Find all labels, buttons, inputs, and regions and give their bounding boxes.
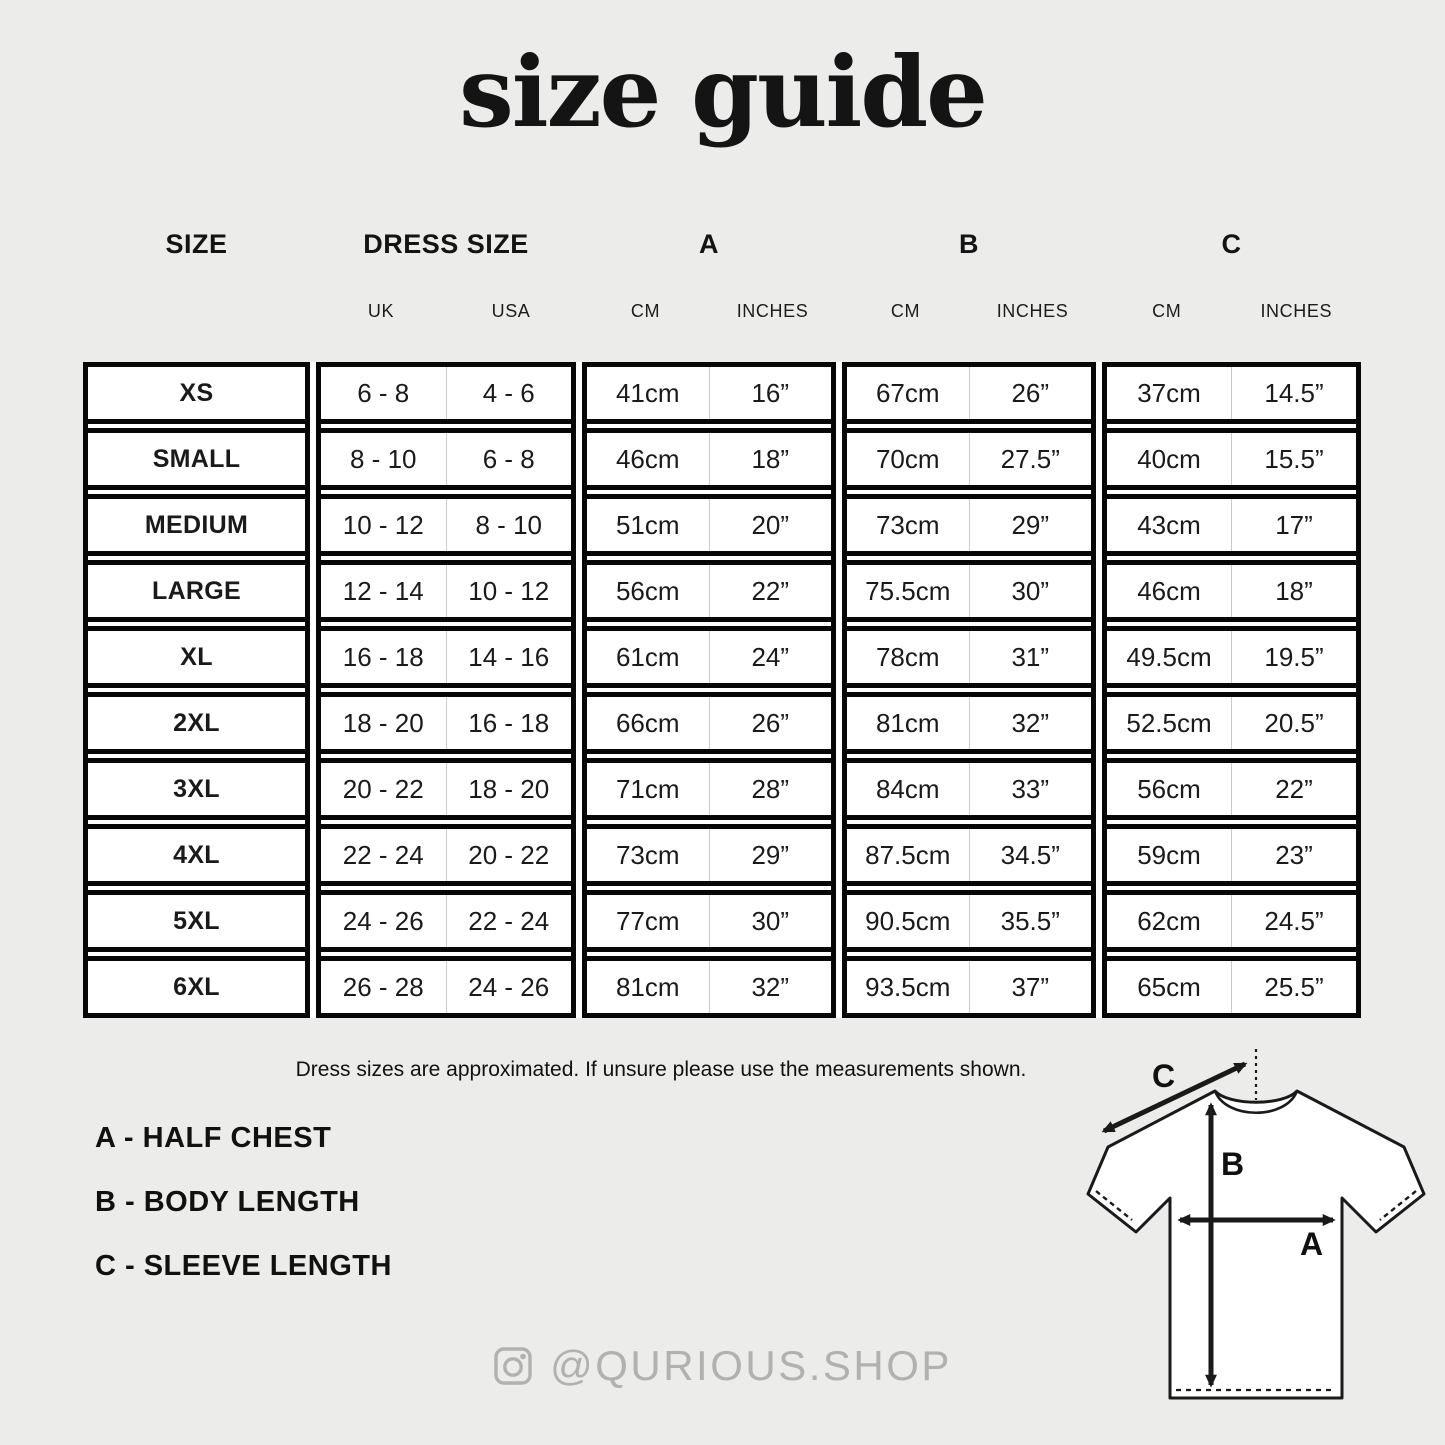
size-cell: MEDIUM — [88, 494, 305, 556]
tshirt-outline — [1088, 1091, 1424, 1398]
measurement-legend — [95, 1123, 392, 1315]
size-table — [83, 362, 1361, 1018]
size-cell: 6XL — [88, 956, 305, 1018]
measure-c-cell: 46cm 18” — [1107, 560, 1356, 622]
tshirt-diagram — [1078, 1045, 1428, 1445]
measure-c-cell: 59cm 23” — [1107, 824, 1356, 886]
size-cell: 2XL — [88, 692, 305, 754]
measure-b-cell: 93.5cm 37” — [847, 956, 1091, 1018]
measure-c-cell: 62cm 24.5” — [1107, 890, 1356, 952]
dress-size-cell: 20 - 22 18 - 20 — [321, 758, 571, 820]
measure-a-cell: 56cm 22” — [587, 560, 831, 622]
subheader-b-cm: CM — [890, 301, 921, 321]
dress-size-cell: 12 - 14 10 - 12 — [321, 560, 571, 622]
column-a-half-chest — [582, 362, 836, 1018]
dress-size-cell: 26 - 28 24 - 26 — [321, 956, 571, 1018]
table-group-headers — [83, 229, 1361, 260]
header-dress-size: DRESS SIZE — [363, 229, 529, 259]
instagram-icon — [493, 1346, 533, 1386]
page-title: size guide — [459, 35, 986, 149]
measure-a-cell: 61cm 24” — [587, 626, 831, 688]
subheader-usa: USA — [491, 301, 531, 321]
measure-a-cell: 41cm 16” — [587, 362, 831, 424]
measure-a-cell: 73cm 29” — [587, 824, 831, 886]
table-sub-headers — [83, 301, 1361, 322]
diagram-label-c: C — [1152, 1058, 1176, 1094]
size-cell: LARGE — [88, 560, 305, 622]
size-cell: SMALL — [88, 428, 305, 490]
dress-size-cell: 18 - 20 16 - 18 — [321, 692, 571, 754]
measure-b-cell: 73cm 29” — [847, 494, 1091, 556]
column-b-body-length — [842, 362, 1096, 1018]
size-cell: XS — [88, 362, 305, 424]
subheader-a-inches: INCHES — [736, 301, 809, 321]
column-c-sleeve-length — [1102, 362, 1361, 1018]
legend-body-length: B - BODY LENGTH — [95, 1186, 360, 1218]
dress-size-cell: 8 - 10 6 - 8 — [321, 428, 571, 490]
measure-a-cell: 66cm 26” — [587, 692, 831, 754]
measure-b-cell: 81cm 32” — [847, 692, 1091, 754]
size-cell: 5XL — [88, 890, 305, 952]
measure-a-cell: 77cm 30” — [587, 890, 831, 952]
measure-b-cell: 90.5cm 35.5” — [847, 890, 1091, 952]
column-dress-size — [316, 362, 576, 1018]
diagram-label-a: A — [1300, 1226, 1324, 1262]
header-a: A — [699, 229, 719, 259]
measure-a-cell: 71cm 28” — [587, 758, 831, 820]
header-c: C — [1221, 229, 1242, 259]
measure-c-cell: 40cm 15.5” — [1107, 428, 1356, 490]
instagram-handle: @QURIOUS.SHOP — [550, 1342, 952, 1389]
measure-c-cell: 56cm 22” — [1107, 758, 1356, 820]
dress-size-cell: 10 - 12 8 - 10 — [321, 494, 571, 556]
header-b: B — [959, 229, 979, 259]
subheader-b-inches: INCHES — [996, 301, 1069, 321]
measure-b-cell: 67cm 26” — [847, 362, 1091, 424]
subheader-a-cm: CM — [630, 301, 661, 321]
size-cell: 4XL — [88, 824, 305, 886]
dress-size-cell: 22 - 24 20 - 22 — [321, 824, 571, 886]
measure-b-cell: 70cm 27.5” — [847, 428, 1091, 490]
legend-half-chest: A - HALF CHEST — [95, 1122, 332, 1154]
measure-c-cell: 52.5cm 20.5” — [1107, 692, 1356, 754]
measure-c-cell: 37cm 14.5” — [1107, 362, 1356, 424]
dress-size-cell: 16 - 18 14 - 16 — [321, 626, 571, 688]
measure-b-cell: 78cm 31” — [847, 626, 1091, 688]
subheader-c-cm: CM — [1152, 301, 1182, 321]
measure-a-cell: 46cm 18” — [587, 428, 831, 490]
measure-a-cell: 51cm 20” — [587, 494, 831, 556]
measure-c-cell: 65cm 25.5” — [1107, 956, 1356, 1018]
dress-size-cell: 6 - 8 4 - 6 — [321, 362, 571, 424]
column-size — [83, 362, 310, 1018]
dress-size-cell: 24 - 26 22 - 24 — [321, 890, 571, 952]
measure-c-cell: 49.5cm 19.5” — [1107, 626, 1356, 688]
legend-sleeve-length: C - SLEEVE LENGTH — [95, 1250, 392, 1282]
size-cell: XL — [88, 626, 305, 688]
subheader-c-inches: INCHES — [1260, 301, 1333, 321]
subheader-uk: UK — [367, 301, 395, 321]
approximation-note: Dress sizes are approximated. If unsure please use the measurements shown. — [295, 1058, 1027, 1081]
diagram-label-b: B — [1221, 1146, 1245, 1182]
measure-c-cell: 43cm 17” — [1107, 494, 1356, 556]
measure-b-cell: 84cm 33” — [847, 758, 1091, 820]
header-size: SIZE — [165, 229, 228, 259]
measure-a-cell: 81cm 32” — [587, 956, 831, 1018]
size-cell: 3XL — [88, 758, 305, 820]
measure-b-cell: 87.5cm 34.5” — [847, 824, 1091, 886]
measure-b-cell: 75.5cm 30” — [847, 560, 1091, 622]
